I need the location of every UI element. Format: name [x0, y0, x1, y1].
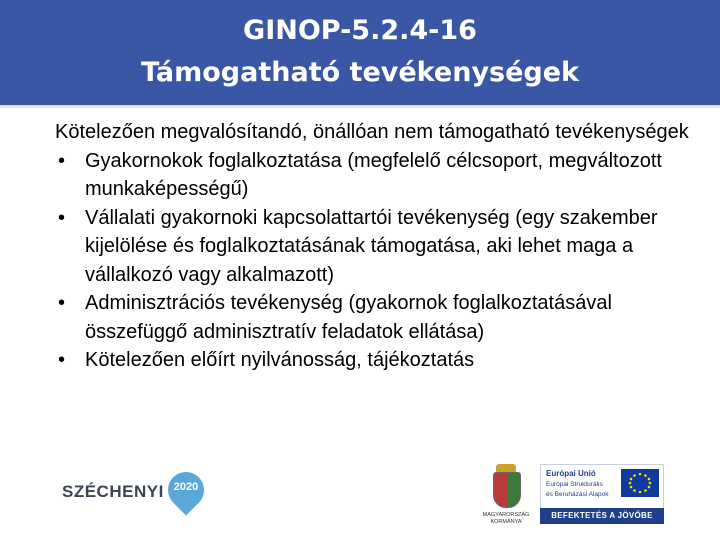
list-item-text: Vállalati gyakornoki kapcsolattartói tevékenység (egy szakember kijelölése és foglalkoztatásának támogatása, aki lehet maga a vállalkozó vagy alkalmazott)	[85, 206, 658, 286]
bullet-icon: •	[58, 206, 66, 229]
list-item	[55, 147, 695, 204]
list-item-text: Gyakornokok foglalkoztatása (megfelelő célcsoport, megváltozott munkaképességű)	[85, 149, 662, 200]
bullet-icon: •	[58, 149, 66, 172]
eu-logo-line2: és Beruházási Alapok	[546, 491, 609, 498]
title-header	[0, 0, 720, 105]
intro-text: Kötelezően megvalósítandó, önállóan nem támogatható tevékenységek	[55, 121, 689, 143]
slide-body	[55, 118, 695, 375]
activity-list	[55, 147, 695, 375]
government-logo-text: MAGYARORSZÁG KORMÁNYA	[482, 512, 530, 525]
hungarian-government-logo	[481, 464, 531, 534]
eu-flag-icon	[621, 469, 659, 497]
szechenyi-2020-logo	[62, 472, 212, 528]
eu-slogan-banner: BEFEKTETÉS A JÖVŐBE	[540, 508, 664, 524]
szechenyi-badge-year: 2020	[173, 481, 199, 493]
bullet-icon: •	[58, 292, 66, 314]
slide-title: Támogatható tevékenységek	[140, 57, 580, 88]
eu-logo-title: Európai Unió	[546, 469, 596, 478]
footer-logos	[0, 458, 720, 540]
list-item	[55, 289, 695, 346]
list-item	[55, 204, 695, 290]
list-item-text: Adminisztrációs tevékenység (gyakornok foglalkoztatásával összefüggő adminisztratív feladatok ellátása)	[85, 292, 612, 343]
slide-title-code: GINOP-5.2.4-16	[243, 15, 477, 46]
list-item	[55, 346, 695, 375]
eu-logo-line1: Európai Strukturális	[546, 481, 603, 488]
bullet-icon: •	[58, 349, 66, 371]
szechenyi-logo-text: SZÉCHENYI	[62, 482, 164, 501]
list-item-text: Kötelezően előírt nyilvánosság, tájékoztatás	[85, 349, 475, 371]
coat-of-arms-icon	[493, 472, 521, 508]
